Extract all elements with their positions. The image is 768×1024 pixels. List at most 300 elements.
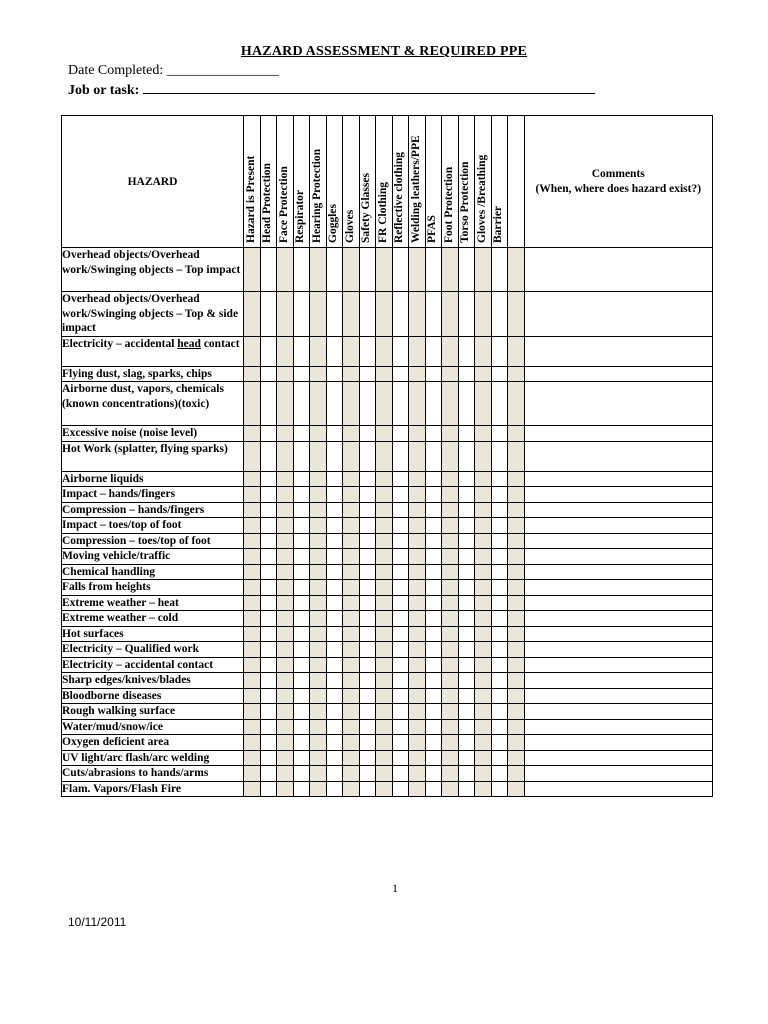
- ppe-checkbox-cell[interactable]: [442, 426, 459, 442]
- ppe-checkbox-cell[interactable]: [392, 750, 409, 766]
- ppe-checkbox-cell[interactable]: [310, 518, 327, 534]
- ppe-checkbox-cell[interactable]: [442, 580, 459, 596]
- ppe-checkbox-cell[interactable]: [326, 704, 343, 720]
- comments-cell[interactable]: [524, 487, 713, 503]
- ppe-checkbox-cell[interactable]: [310, 642, 327, 658]
- ppe-checkbox-cell[interactable]: [475, 611, 492, 627]
- ppe-checkbox-cell[interactable]: [244, 595, 261, 611]
- ppe-checkbox-cell[interactable]: [326, 766, 343, 782]
- ppe-checkbox-cell[interactable]: [442, 292, 459, 337]
- ppe-checkbox-cell[interactable]: [326, 382, 343, 426]
- ppe-checkbox-cell[interactable]: [491, 704, 508, 720]
- ppe-checkbox-cell[interactable]: [409, 657, 426, 673]
- ppe-checkbox-cell[interactable]: [475, 502, 492, 518]
- ppe-checkbox-cell[interactable]: [359, 502, 376, 518]
- comments-cell[interactable]: [524, 248, 713, 292]
- ppe-checkbox-cell[interactable]: [491, 626, 508, 642]
- ppe-checkbox-cell[interactable]: [508, 719, 525, 735]
- ppe-checkbox-cell[interactable]: [310, 502, 327, 518]
- ppe-checkbox-cell[interactable]: [491, 382, 508, 426]
- ppe-checkbox-cell[interactable]: [409, 781, 426, 797]
- ppe-checkbox-cell[interactable]: [310, 595, 327, 611]
- ppe-checkbox-cell[interactable]: [425, 595, 442, 611]
- ppe-checkbox-cell[interactable]: [475, 533, 492, 549]
- ppe-checkbox-cell[interactable]: [409, 595, 426, 611]
- ppe-checkbox-cell[interactable]: [442, 766, 459, 782]
- ppe-checkbox-cell[interactable]: [326, 533, 343, 549]
- ppe-checkbox-cell[interactable]: [376, 292, 393, 337]
- ppe-checkbox-cell[interactable]: [491, 248, 508, 292]
- ppe-checkbox-cell[interactable]: [343, 781, 360, 797]
- ppe-checkbox-cell[interactable]: [425, 426, 442, 442]
- ppe-checkbox-cell[interactable]: [475, 781, 492, 797]
- ppe-checkbox-cell[interactable]: [260, 704, 277, 720]
- ppe-checkbox-cell[interactable]: [293, 642, 310, 658]
- ppe-checkbox-cell[interactable]: [392, 580, 409, 596]
- ppe-checkbox-cell[interactable]: [491, 766, 508, 782]
- ppe-checkbox-cell[interactable]: [343, 580, 360, 596]
- comments-cell[interactable]: [524, 642, 713, 658]
- ppe-checkbox-cell[interactable]: [425, 781, 442, 797]
- ppe-checkbox-cell[interactable]: [293, 549, 310, 565]
- ppe-checkbox-cell[interactable]: [244, 564, 261, 580]
- ppe-checkbox-cell[interactable]: [508, 471, 525, 487]
- ppe-checkbox-cell[interactable]: [310, 688, 327, 704]
- ppe-checkbox-cell[interactable]: [425, 719, 442, 735]
- ppe-checkbox-cell[interactable]: [277, 382, 294, 426]
- ppe-checkbox-cell[interactable]: [293, 336, 310, 366]
- ppe-checkbox-cell[interactable]: [359, 626, 376, 642]
- ppe-checkbox-cell[interactable]: [244, 642, 261, 658]
- ppe-checkbox-cell[interactable]: [277, 735, 294, 751]
- ppe-checkbox-cell[interactable]: [310, 366, 327, 382]
- ppe-checkbox-cell[interactable]: [442, 336, 459, 366]
- ppe-checkbox-cell[interactable]: [376, 502, 393, 518]
- ppe-checkbox-cell[interactable]: [442, 564, 459, 580]
- ppe-checkbox-cell[interactable]: [425, 750, 442, 766]
- ppe-checkbox-cell[interactable]: [458, 642, 475, 658]
- comments-cell[interactable]: [524, 673, 713, 689]
- comments-cell[interactable]: [524, 441, 713, 471]
- ppe-checkbox-cell[interactable]: [376, 366, 393, 382]
- ppe-checkbox-cell[interactable]: [508, 642, 525, 658]
- ppe-checkbox-cell[interactable]: [491, 642, 508, 658]
- ppe-checkbox-cell[interactable]: [425, 549, 442, 565]
- ppe-checkbox-cell[interactable]: [244, 441, 261, 471]
- ppe-checkbox-cell[interactable]: [260, 750, 277, 766]
- ppe-checkbox-cell[interactable]: [491, 781, 508, 797]
- ppe-checkbox-cell[interactable]: [475, 382, 492, 426]
- comments-cell[interactable]: [524, 549, 713, 565]
- ppe-checkbox-cell[interactable]: [442, 549, 459, 565]
- ppe-checkbox-cell[interactable]: [376, 471, 393, 487]
- ppe-checkbox-cell[interactable]: [244, 611, 261, 627]
- ppe-checkbox-cell[interactable]: [343, 487, 360, 503]
- ppe-checkbox-cell[interactable]: [376, 441, 393, 471]
- ppe-checkbox-cell[interactable]: [376, 426, 393, 442]
- ppe-checkbox-cell[interactable]: [359, 248, 376, 292]
- ppe-checkbox-cell[interactable]: [442, 611, 459, 627]
- ppe-checkbox-cell[interactable]: [475, 487, 492, 503]
- ppe-checkbox-cell[interactable]: [458, 441, 475, 471]
- ppe-checkbox-cell[interactable]: [293, 564, 310, 580]
- ppe-checkbox-cell[interactable]: [425, 657, 442, 673]
- ppe-checkbox-cell[interactable]: [392, 766, 409, 782]
- ppe-checkbox-cell[interactable]: [293, 426, 310, 442]
- ppe-checkbox-cell[interactable]: [376, 704, 393, 720]
- ppe-checkbox-cell[interactable]: [310, 657, 327, 673]
- ppe-checkbox-cell[interactable]: [458, 766, 475, 782]
- ppe-checkbox-cell[interactable]: [310, 704, 327, 720]
- ppe-checkbox-cell[interactable]: [409, 441, 426, 471]
- ppe-checkbox-cell[interactable]: [277, 426, 294, 442]
- ppe-checkbox-cell[interactable]: [409, 673, 426, 689]
- ppe-checkbox-cell[interactable]: [244, 518, 261, 534]
- ppe-checkbox-cell[interactable]: [293, 611, 310, 627]
- ppe-checkbox-cell[interactable]: [244, 580, 261, 596]
- ppe-checkbox-cell[interactable]: [491, 292, 508, 337]
- ppe-checkbox-cell[interactable]: [376, 781, 393, 797]
- ppe-checkbox-cell[interactable]: [508, 611, 525, 627]
- ppe-checkbox-cell[interactable]: [293, 292, 310, 337]
- ppe-checkbox-cell[interactable]: [359, 704, 376, 720]
- comments-cell[interactable]: [524, 750, 713, 766]
- ppe-checkbox-cell[interactable]: [277, 673, 294, 689]
- ppe-checkbox-cell[interactable]: [508, 704, 525, 720]
- ppe-checkbox-cell[interactable]: [409, 766, 426, 782]
- ppe-checkbox-cell[interactable]: [425, 366, 442, 382]
- ppe-checkbox-cell[interactable]: [409, 502, 426, 518]
- ppe-checkbox-cell[interactable]: [343, 688, 360, 704]
- ppe-checkbox-cell[interactable]: [409, 564, 426, 580]
- ppe-checkbox-cell[interactable]: [491, 719, 508, 735]
- ppe-checkbox-cell[interactable]: [244, 673, 261, 689]
- comments-cell[interactable]: [524, 471, 713, 487]
- comments-cell[interactable]: [524, 502, 713, 518]
- ppe-checkbox-cell[interactable]: [376, 487, 393, 503]
- ppe-checkbox-cell[interactable]: [409, 688, 426, 704]
- ppe-checkbox-cell[interactable]: [392, 704, 409, 720]
- ppe-checkbox-cell[interactable]: [359, 642, 376, 658]
- ppe-checkbox-cell[interactable]: [310, 441, 327, 471]
- ppe-checkbox-cell[interactable]: [260, 248, 277, 292]
- ppe-checkbox-cell[interactable]: [458, 688, 475, 704]
- ppe-checkbox-cell[interactable]: [343, 471, 360, 487]
- ppe-checkbox-cell[interactable]: [277, 441, 294, 471]
- ppe-checkbox-cell[interactable]: [491, 750, 508, 766]
- ppe-checkbox-cell[interactable]: [260, 735, 277, 751]
- ppe-checkbox-cell[interactable]: [310, 719, 327, 735]
- ppe-checkbox-cell[interactable]: [409, 518, 426, 534]
- ppe-checkbox-cell[interactable]: [376, 533, 393, 549]
- ppe-checkbox-cell[interactable]: [392, 502, 409, 518]
- comments-cell[interactable]: [524, 595, 713, 611]
- ppe-checkbox-cell[interactable]: [343, 426, 360, 442]
- ppe-checkbox-cell[interactable]: [293, 750, 310, 766]
- ppe-checkbox-cell[interactable]: [425, 382, 442, 426]
- ppe-checkbox-cell[interactable]: [376, 657, 393, 673]
- ppe-checkbox-cell[interactable]: [409, 533, 426, 549]
- ppe-checkbox-cell[interactable]: [442, 750, 459, 766]
- comments-cell[interactable]: [524, 781, 713, 797]
- ppe-checkbox-cell[interactable]: [491, 502, 508, 518]
- ppe-checkbox-cell[interactable]: [475, 441, 492, 471]
- ppe-checkbox-cell[interactable]: [508, 626, 525, 642]
- ppe-checkbox-cell[interactable]: [359, 735, 376, 751]
- ppe-checkbox-cell[interactable]: [458, 366, 475, 382]
- ppe-checkbox-cell[interactable]: [310, 750, 327, 766]
- ppe-checkbox-cell[interactable]: [277, 487, 294, 503]
- ppe-checkbox-cell[interactable]: [293, 688, 310, 704]
- ppe-checkbox-cell[interactable]: [376, 642, 393, 658]
- ppe-checkbox-cell[interactable]: [508, 673, 525, 689]
- ppe-checkbox-cell[interactable]: [244, 292, 261, 337]
- ppe-checkbox-cell[interactable]: [409, 642, 426, 658]
- ppe-checkbox-cell[interactable]: [293, 518, 310, 534]
- ppe-checkbox-cell[interactable]: [475, 366, 492, 382]
- ppe-checkbox-cell[interactable]: [277, 626, 294, 642]
- ppe-checkbox-cell[interactable]: [310, 549, 327, 565]
- ppe-checkbox-cell[interactable]: [458, 750, 475, 766]
- ppe-checkbox-cell[interactable]: [376, 750, 393, 766]
- ppe-checkbox-cell[interactable]: [458, 471, 475, 487]
- ppe-checkbox-cell[interactable]: [491, 735, 508, 751]
- ppe-checkbox-cell[interactable]: [392, 611, 409, 627]
- ppe-checkbox-cell[interactable]: [260, 642, 277, 658]
- ppe-checkbox-cell[interactable]: [260, 719, 277, 735]
- ppe-checkbox-cell[interactable]: [376, 688, 393, 704]
- ppe-checkbox-cell[interactable]: [343, 704, 360, 720]
- ppe-checkbox-cell[interactable]: [310, 580, 327, 596]
- ppe-checkbox-cell[interactable]: [392, 382, 409, 426]
- comments-cell[interactable]: [524, 766, 713, 782]
- ppe-checkbox-cell[interactable]: [425, 487, 442, 503]
- ppe-checkbox-cell[interactable]: [425, 626, 442, 642]
- ppe-checkbox-cell[interactable]: [425, 533, 442, 549]
- ppe-checkbox-cell[interactable]: [425, 580, 442, 596]
- ppe-checkbox-cell[interactable]: [260, 292, 277, 337]
- ppe-checkbox-cell[interactable]: [409, 382, 426, 426]
- ppe-checkbox-cell[interactable]: [458, 719, 475, 735]
- ppe-checkbox-cell[interactable]: [409, 626, 426, 642]
- ppe-checkbox-cell[interactable]: [260, 533, 277, 549]
- ppe-checkbox-cell[interactable]: [376, 626, 393, 642]
- comments-cell[interactable]: [524, 580, 713, 596]
- ppe-checkbox-cell[interactable]: [310, 564, 327, 580]
- ppe-checkbox-cell[interactable]: [425, 518, 442, 534]
- ppe-checkbox-cell[interactable]: [343, 366, 360, 382]
- ppe-checkbox-cell[interactable]: [343, 292, 360, 337]
- ppe-checkbox-cell[interactable]: [343, 549, 360, 565]
- ppe-checkbox-cell[interactable]: [475, 626, 492, 642]
- ppe-checkbox-cell[interactable]: [359, 781, 376, 797]
- ppe-checkbox-cell[interactable]: [425, 441, 442, 471]
- ppe-checkbox-cell[interactable]: [326, 426, 343, 442]
- ppe-checkbox-cell[interactable]: [343, 533, 360, 549]
- ppe-checkbox-cell[interactable]: [310, 781, 327, 797]
- ppe-checkbox-cell[interactable]: [392, 564, 409, 580]
- ppe-checkbox-cell[interactable]: [442, 781, 459, 797]
- ppe-checkbox-cell[interactable]: [425, 564, 442, 580]
- ppe-checkbox-cell[interactable]: [475, 564, 492, 580]
- ppe-checkbox-cell[interactable]: [376, 382, 393, 426]
- ppe-checkbox-cell[interactable]: [409, 366, 426, 382]
- ppe-checkbox-cell[interactable]: [326, 487, 343, 503]
- job-task-field[interactable]: [143, 81, 595, 94]
- ppe-checkbox-cell[interactable]: [392, 549, 409, 565]
- ppe-checkbox-cell[interactable]: [392, 642, 409, 658]
- ppe-checkbox-cell[interactable]: [508, 487, 525, 503]
- ppe-checkbox-cell[interactable]: [260, 549, 277, 565]
- comments-cell[interactable]: [524, 657, 713, 673]
- ppe-checkbox-cell[interactable]: [442, 471, 459, 487]
- ppe-checkbox-cell[interactable]: [260, 688, 277, 704]
- ppe-checkbox-cell[interactable]: [244, 657, 261, 673]
- ppe-checkbox-cell[interactable]: [244, 366, 261, 382]
- ppe-checkbox-cell[interactable]: [475, 292, 492, 337]
- ppe-checkbox-cell[interactable]: [508, 502, 525, 518]
- ppe-checkbox-cell[interactable]: [442, 441, 459, 471]
- ppe-checkbox-cell[interactable]: [458, 673, 475, 689]
- ppe-checkbox-cell[interactable]: [508, 781, 525, 797]
- ppe-checkbox-cell[interactable]: [310, 735, 327, 751]
- ppe-checkbox-cell[interactable]: [491, 533, 508, 549]
- ppe-checkbox-cell[interactable]: [260, 580, 277, 596]
- ppe-checkbox-cell[interactable]: [442, 487, 459, 503]
- ppe-checkbox-cell[interactable]: [326, 564, 343, 580]
- ppe-checkbox-cell[interactable]: [359, 657, 376, 673]
- ppe-checkbox-cell[interactable]: [475, 248, 492, 292]
- ppe-checkbox-cell[interactable]: [326, 580, 343, 596]
- ppe-checkbox-cell[interactable]: [442, 595, 459, 611]
- ppe-checkbox-cell[interactable]: [392, 719, 409, 735]
- ppe-checkbox-cell[interactable]: [392, 533, 409, 549]
- ppe-checkbox-cell[interactable]: [359, 366, 376, 382]
- ppe-checkbox-cell[interactable]: [458, 518, 475, 534]
- comments-cell[interactable]: [524, 626, 713, 642]
- ppe-checkbox-cell[interactable]: [376, 673, 393, 689]
- ppe-checkbox-cell[interactable]: [293, 441, 310, 471]
- ppe-checkbox-cell[interactable]: [409, 704, 426, 720]
- ppe-checkbox-cell[interactable]: [244, 688, 261, 704]
- ppe-checkbox-cell[interactable]: [475, 426, 492, 442]
- ppe-checkbox-cell[interactable]: [508, 366, 525, 382]
- ppe-checkbox-cell[interactable]: [376, 248, 393, 292]
- ppe-checkbox-cell[interactable]: [442, 248, 459, 292]
- ppe-checkbox-cell[interactable]: [475, 549, 492, 565]
- ppe-checkbox-cell[interactable]: [277, 642, 294, 658]
- ppe-checkbox-cell[interactable]: [376, 564, 393, 580]
- ppe-checkbox-cell[interactable]: [293, 248, 310, 292]
- ppe-checkbox-cell[interactable]: [508, 518, 525, 534]
- ppe-checkbox-cell[interactable]: [425, 248, 442, 292]
- ppe-checkbox-cell[interactable]: [376, 595, 393, 611]
- ppe-checkbox-cell[interactable]: [409, 471, 426, 487]
- ppe-checkbox-cell[interactable]: [244, 704, 261, 720]
- ppe-checkbox-cell[interactable]: [442, 657, 459, 673]
- ppe-checkbox-cell[interactable]: [293, 471, 310, 487]
- ppe-checkbox-cell[interactable]: [442, 673, 459, 689]
- ppe-checkbox-cell[interactable]: [277, 471, 294, 487]
- ppe-checkbox-cell[interactable]: [425, 673, 442, 689]
- ppe-checkbox-cell[interactable]: [343, 719, 360, 735]
- ppe-checkbox-cell[interactable]: [277, 750, 294, 766]
- ppe-checkbox-cell[interactable]: [359, 688, 376, 704]
- ppe-checkbox-cell[interactable]: [491, 336, 508, 366]
- ppe-checkbox-cell[interactable]: [475, 642, 492, 658]
- ppe-checkbox-cell[interactable]: [392, 781, 409, 797]
- ppe-checkbox-cell[interactable]: [475, 580, 492, 596]
- ppe-checkbox-cell[interactable]: [409, 426, 426, 442]
- ppe-checkbox-cell[interactable]: [491, 366, 508, 382]
- ppe-checkbox-cell[interactable]: [277, 704, 294, 720]
- ppe-checkbox-cell[interactable]: [244, 502, 261, 518]
- ppe-checkbox-cell[interactable]: [458, 704, 475, 720]
- ppe-checkbox-cell[interactable]: [508, 292, 525, 337]
- ppe-checkbox-cell[interactable]: [491, 518, 508, 534]
- ppe-checkbox-cell[interactable]: [310, 533, 327, 549]
- ppe-checkbox-cell[interactable]: [475, 735, 492, 751]
- ppe-checkbox-cell[interactable]: [343, 766, 360, 782]
- ppe-checkbox-cell[interactable]: [277, 719, 294, 735]
- ppe-checkbox-cell[interactable]: [359, 336, 376, 366]
- ppe-checkbox-cell[interactable]: [425, 735, 442, 751]
- ppe-checkbox-cell[interactable]: [277, 366, 294, 382]
- comments-cell[interactable]: [524, 382, 713, 426]
- ppe-checkbox-cell[interactable]: [277, 248, 294, 292]
- ppe-checkbox-cell[interactable]: [392, 688, 409, 704]
- ppe-checkbox-cell[interactable]: [277, 502, 294, 518]
- ppe-checkbox-cell[interactable]: [475, 688, 492, 704]
- ppe-checkbox-cell[interactable]: [260, 336, 277, 366]
- ppe-checkbox-cell[interactable]: [310, 611, 327, 627]
- ppe-checkbox-cell[interactable]: [508, 735, 525, 751]
- ppe-checkbox-cell[interactable]: [392, 336, 409, 366]
- comments-cell[interactable]: [524, 719, 713, 735]
- ppe-checkbox-cell[interactable]: [277, 595, 294, 611]
- ppe-checkbox-cell[interactable]: [310, 248, 327, 292]
- ppe-checkbox-cell[interactable]: [392, 366, 409, 382]
- ppe-checkbox-cell[interactable]: [244, 248, 261, 292]
- ppe-checkbox-cell[interactable]: [293, 735, 310, 751]
- ppe-checkbox-cell[interactable]: [508, 549, 525, 565]
- ppe-checkbox-cell[interactable]: [326, 471, 343, 487]
- ppe-checkbox-cell[interactable]: [491, 611, 508, 627]
- ppe-checkbox-cell[interactable]: [392, 518, 409, 534]
- ppe-checkbox-cell[interactable]: [260, 564, 277, 580]
- ppe-checkbox-cell[interactable]: [376, 336, 393, 366]
- ppe-checkbox-cell[interactable]: [310, 626, 327, 642]
- ppe-checkbox-cell[interactable]: [326, 518, 343, 534]
- ppe-checkbox-cell[interactable]: [491, 471, 508, 487]
- ppe-checkbox-cell[interactable]: [310, 673, 327, 689]
- comments-cell[interactable]: [524, 735, 713, 751]
- ppe-checkbox-cell[interactable]: [425, 292, 442, 337]
- ppe-checkbox-cell[interactable]: [475, 766, 492, 782]
- ppe-checkbox-cell[interactable]: [508, 426, 525, 442]
- ppe-checkbox-cell[interactable]: [326, 441, 343, 471]
- ppe-checkbox-cell[interactable]: [376, 580, 393, 596]
- ppe-checkbox-cell[interactable]: [260, 657, 277, 673]
- ppe-checkbox-cell[interactable]: [392, 595, 409, 611]
- ppe-checkbox-cell[interactable]: [508, 688, 525, 704]
- ppe-checkbox-cell[interactable]: [442, 366, 459, 382]
- ppe-checkbox-cell[interactable]: [376, 611, 393, 627]
- comments-cell[interactable]: [524, 366, 713, 382]
- ppe-checkbox-cell[interactable]: [359, 382, 376, 426]
- ppe-checkbox-cell[interactable]: [310, 471, 327, 487]
- ppe-checkbox-cell[interactable]: [343, 626, 360, 642]
